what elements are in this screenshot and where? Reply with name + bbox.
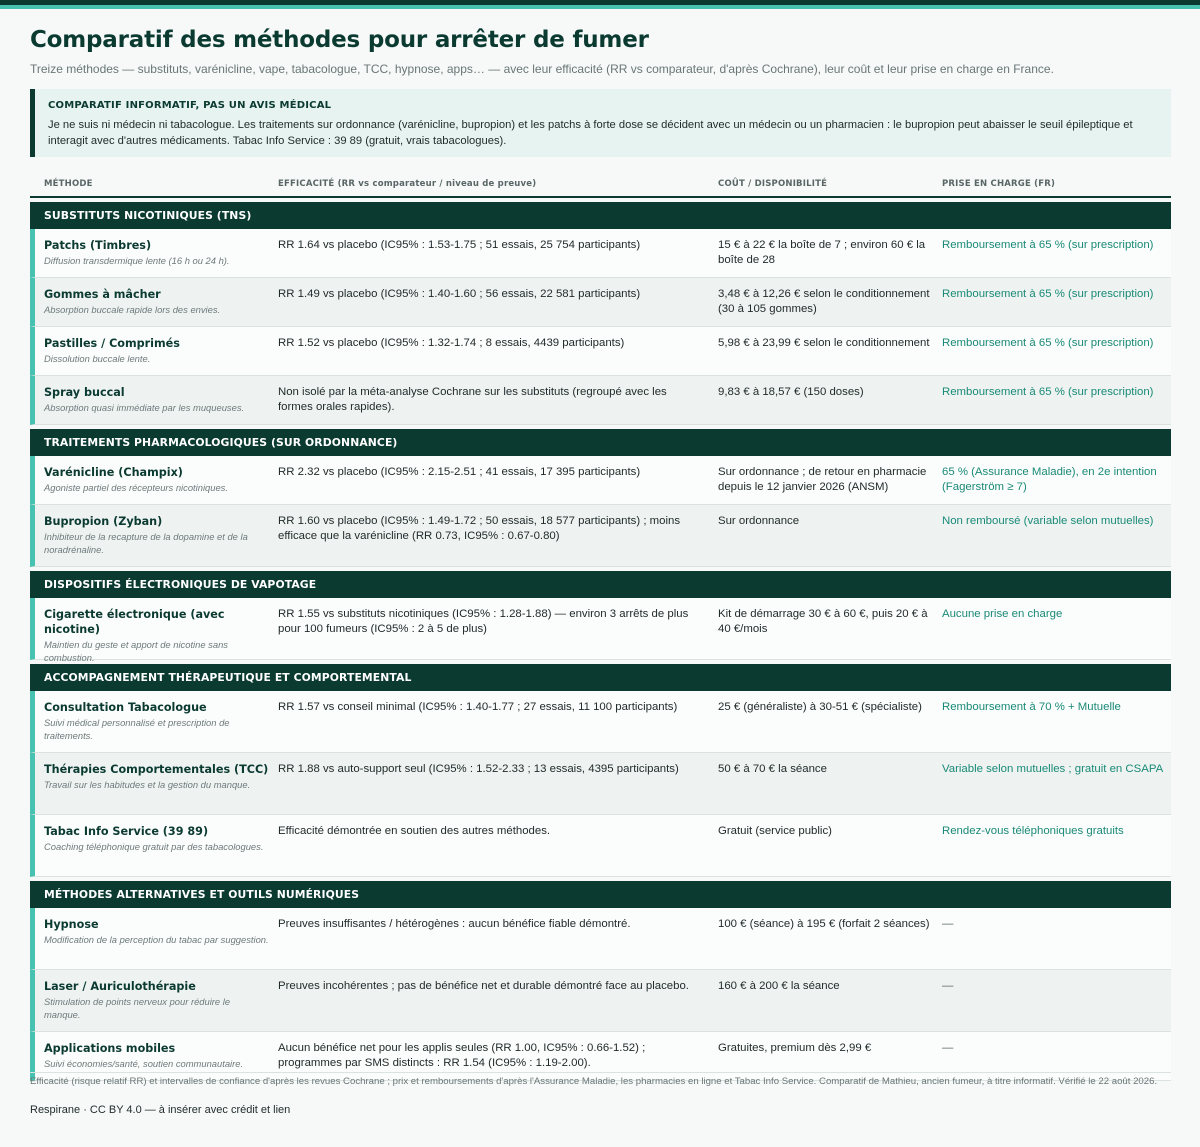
table-row: [30, 815, 1171, 877]
method-description: Coaching téléphonique gratuit par des tabacologues.: [44, 841, 264, 852]
page-content: [30, 9, 1171, 1081]
cost-cell: Gratuit (service public): [718, 825, 832, 837]
table-row: [30, 691, 1171, 753]
cost-cell: 15 € à 22 € la boîte de 7 ; environ 60 € la boîte de 28: [718, 239, 926, 266]
credit-line: Respirane · CC BY 4.0 — à insérer avec crédit et lien: [30, 1104, 291, 1116]
efficacy-cell: RR 1.52 vs placebo (IC95% : 1.32-1.74 ; 8 essais, 4439 participants): [278, 337, 625, 349]
method-description: Absorption quasi immédiate par les muqueuses.: [44, 402, 245, 413]
group-header-pharmacological: TRAITEMENTS PHARMACOLOGIQUES (SUR ORDONNANCE): [30, 429, 1171, 456]
method-description: Suivi économies/santé, soutien communautaire.: [44, 1058, 244, 1069]
coverage-cell: 65 % (Assurance Maladie), en 2e intention (Fagerström ≥ 7): [942, 466, 1157, 493]
efficacy-cell: Aucun bénéfice net pour les applis seules (RR 1.00, IC95% : 0.66-1.52) ; programmes par SMS distincts : RR 1.54 (IC95% : 1.19-2.00).: [278, 1042, 646, 1069]
disclaimer-notice: [30, 89, 1171, 157]
table-row: [30, 970, 1171, 1032]
method-description: Agoniste partiel des récepteurs nicotiniques.: [44, 482, 228, 493]
method-description: Diffusion transdermique lente (16 h ou 24 h).: [44, 255, 230, 266]
method-name: Patchs (Timbres): [44, 239, 152, 252]
coverage-cell: Remboursement à 65 % (sur prescription): [942, 386, 1154, 398]
coverage-cell: Rendez-vous téléphoniques gratuits: [942, 825, 1124, 837]
efficacy-cell: RR 1.60 vs placebo (IC95% : 1.49-1.72 ; 50 essais, 18 577 participants) ; moins efficace que la varénicline (RR 0.73, IC95% : 0.67-0.80): [278, 515, 681, 542]
group-header-behavioral: ACCOMPAGNEMENT THÉRAPEUTIQUE ET COMPORTEMENTAL: [30, 664, 1171, 691]
group-header-alternative: MÉTHODES ALTERNATIVES ET OUTILS NUMÉRIQUES: [30, 881, 1171, 908]
cost-cell: 3,48 € à 12,26 € selon le conditionnement (30 à 105 gommes): [718, 288, 930, 315]
cost-cell: 160 € à 200 € la séance: [718, 980, 840, 992]
coverage-cell: Non remboursé (variable selon mutuelles): [942, 515, 1154, 527]
cost-cell: 100 € (séance) à 195 € (forfait 2 séances): [718, 918, 930, 930]
efficacy-cell: Preuves insuffisantes / hétérogènes : aucun bénéfice fiable démontré.: [278, 918, 631, 930]
efficacy-cell: Preuves incohérentes ; pas de bénéfice net et durable démontré face au placebo.: [278, 980, 689, 992]
coverage-cell: —: [942, 1042, 954, 1054]
efficacy-cell: RR 1.49 vs placebo (IC95% : 1.40-1.60 ; 56 essais, 22 581 participants): [278, 288, 641, 300]
efficacy-cell: RR 1.55 vs substituts nicotiniques (IC95% : 1.28-1.88) — environ 3 arrêts de plus pour 100 fumeurs (IC95% : 2 à 5 de plus): [278, 608, 689, 635]
efficacy-cell: Non isolé par la méta-analyse Cochrane sur les substituts (regroupé avec les formes orales rapides).: [278, 386, 667, 413]
cost-cell: 50 € à 70 € la séance: [718, 763, 827, 775]
page-footer: [30, 1072, 1171, 1116]
efficacy-cell: Efficacité démontrée en soutien des autres méthodes.: [278, 825, 551, 837]
column-header-efficacy: EFFICACITÉ (RR vs comparateur / niveau de preuve): [278, 179, 537, 189]
method-description: Absorption buccale rapide lors des envies.: [44, 304, 221, 315]
method-description: Dissolution buccale lente.: [44, 353, 151, 364]
method-name: Applications mobiles: [44, 1042, 176, 1055]
coverage-cell: Variable selon mutuelles ; gratuit en CSAPA: [942, 763, 1164, 775]
method-name: Hypnose: [44, 918, 99, 931]
table-row: [30, 505, 1171, 567]
method-name: Cigarette électronique (avec nicotine): [44, 608, 225, 636]
method-description: Suivi médical personnalisé et prescription de traitements.: [44, 717, 230, 741]
method-name: Varénicline (Champix): [44, 466, 183, 479]
efficacy-cell: RR 1.57 vs conseil minimal (IC95% : 1.40-1.77 ; 27 essais, 11 100 participants): [278, 701, 678, 713]
method-description: Modification de la perception du tabac par suggestion.: [44, 934, 269, 945]
method-name: Gommes à mâcher: [44, 288, 161, 301]
coverage-cell: Remboursement à 70 % + Mutuelle: [942, 701, 1121, 713]
cost-cell: 25 € (généraliste) à 30-51 € (spécialiste): [718, 701, 922, 713]
cost-cell: Kit de démarrage 30 € à 60 €, puis 20 € à 40 €/mois: [718, 608, 928, 635]
table-row: [30, 753, 1171, 815]
table-row: [30, 229, 1171, 278]
method-name: Consultation Tabacologue: [44, 701, 207, 714]
efficacy-cell: RR 2.32 vs placebo (IC95% : 2.15-2.51 ; 41 essais, 17 395 participants): [278, 466, 641, 478]
coverage-cell: —: [942, 918, 954, 930]
cost-cell: Sur ordonnance: [718, 515, 800, 527]
method-name: Thérapies Comportementales (TCC): [44, 763, 269, 776]
method-description: Maintien du geste et apport de nicotine sans combustion.: [44, 639, 228, 663]
method-name: Bupropion (Zyban): [44, 515, 163, 528]
page-title: Comparatif des méthodes pour arrêter de fumer: [30, 27, 649, 53]
efficacy-cell: RR 1.64 vs placebo (IC95% : 1.53-1.75 ; 51 essais, 25 754 participants): [278, 239, 641, 251]
cost-cell: Gratuites, premium dès 2,99 €: [718, 1042, 872, 1054]
column-header-method: MÉTHODE: [44, 179, 93, 189]
table-row: [30, 376, 1171, 425]
method-description: Inhibiteur de la recapture de la dopamine et de la noradrénaline.: [44, 531, 248, 555]
table-header: [30, 168, 1171, 198]
method-name: Pastilles / Comprimés: [44, 337, 180, 350]
method-description: Stimulation de points nerveux pour réduire le manque.: [44, 996, 231, 1020]
cost-cell: 5,98 € à 23,99 € selon le conditionnement: [718, 337, 930, 349]
column-header-cost: COÛT / DISPONIBILITÉ: [718, 179, 828, 189]
coverage-cell: Remboursement à 65 % (sur prescription): [942, 239, 1154, 251]
method-name: Spray buccal: [44, 386, 125, 399]
table-row: [30, 908, 1171, 970]
notice-body: Je ne suis ni médecin ni tabacologue. Les traitements sur ordonnance (varénicline, bupropion) et les patchs à forte dose se décident avec un médecin ou un pharmacien : le bupropion peut abaisser le seuil épileptique et interagit avec d'autres médicaments. Tabac Info Service : 39 89 (gratuit, vrais tabacologues).: [48, 119, 1133, 147]
coverage-cell: Remboursement à 65 % (sur prescription): [942, 337, 1154, 349]
method-description: Travail sur les habitudes et la gestion du manque.: [44, 779, 251, 790]
coverage-cell: Aucune prise en charge: [942, 608, 1063, 620]
method-name: Laser / Auriculothérapie: [44, 980, 196, 993]
page-subtitle: Treize méthodes — substituts, varénicline, vape, tabacologue, TCC, hypnose, apps… — avec leur efficacité (RR vs comparateur, d'après Cochrane), leur coût et leur prise en charge en France.: [30, 62, 1054, 76]
table-row: [30, 598, 1171, 663]
cost-cell: Sur ordonnance ; de retour en pharmacie depuis le 12 janvier 2026 (ANSM): [718, 466, 927, 493]
notice-title: COMPARATIF INFORMATIF, PAS UN AVIS MÉDICAL: [48, 100, 332, 111]
table-row: [30, 278, 1171, 327]
cost-cell: 9,83 € à 18,57 € (150 doses): [718, 386, 864, 398]
coverage-cell: Remboursement à 65 % (sur prescription): [942, 288, 1154, 300]
sources-footnote: Efficacité (risque relatif RR) et intervalles de confiance d'après les revues Cochrane ; prix et remboursements d'après l'Assurance Maladie, les pharmacies en ligne et Tabac Info Service. Comparatif de Mathieu, ancien fumeur, à titre informatif. Vérifié le 22 août 2026.: [30, 1076, 1158, 1087]
table-row: [30, 327, 1171, 376]
group-header-tns: SUBSTITUTS NICOTINIQUES (TNS): [30, 202, 1171, 229]
coverage-cell: —: [942, 980, 954, 992]
efficacy-cell: RR 1.88 vs auto-support seul (IC95% : 1.52-2.33 ; 13 essais, 4395 participants): [278, 763, 679, 775]
group-header-vaping: DISPOSITIFS ÉLECTRONIQUES DE VAPOTAGE: [30, 571, 1171, 598]
table-row: [30, 456, 1171, 505]
column-header-coverage: PRISE EN CHARGE (FR): [942, 179, 1056, 189]
method-name: Tabac Info Service (39 89): [44, 825, 209, 838]
